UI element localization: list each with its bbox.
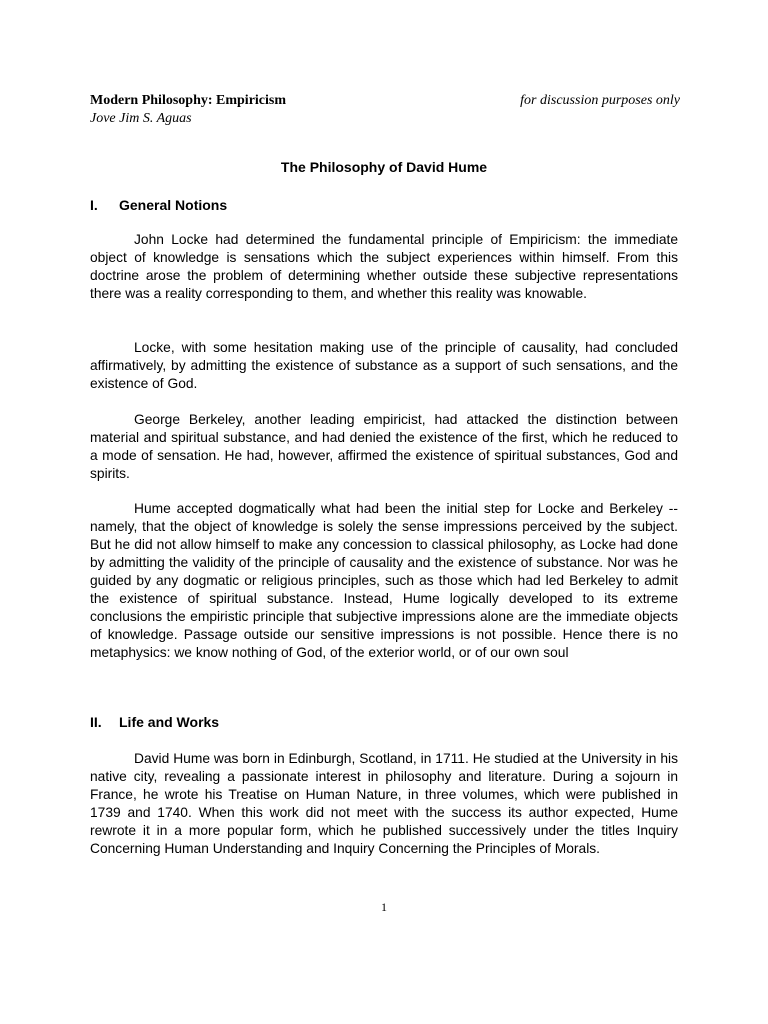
author-name: Jove Jim S. Aguas: [90, 111, 192, 126]
section-number: II.: [90, 714, 102, 730]
paragraph: Hume accepted dogmatically what had been the initial step for Locke and Berkeley -- namely, that the object of knowledge is solely the sense impressions perceived by the subject. But he did not allow himself to make any concession to classical philosophy, as Locke had done by admitting the validity of the principle of causality and the existence of substance. Nor was he guided by any dogmatic or religious principles, such as those which had led Berkeley to admit the existence of spiritual substance. Instead, Hume logically developed to its extreme conclusions the empiristic principle that subjective impressions alone are the immediate objects of knowledge. Passage outside our sensitive impressions is not possible. Hence there is no metaphysics: we know nothing of God, of the exterior world, or of our own soul: [90, 501, 678, 660]
document-header: [90, 92, 680, 128]
paragraph: Locke, with some hesitation making use of the principle of causality, had concluded affirmatively, by admitting the existence of substance as a support of such sensations, and the existence of God.: [90, 340, 678, 391]
paragraph: George Berkeley, another leading empiricist, had attacked the distinction between material and spiritual substance, and had denied the existence of the first, which he reduced to a mode of sensation. He had, however, affirmed the existence of spiritual substances, God and spirits.: [90, 412, 678, 481]
section-heading-general-notions: [90, 197, 227, 213]
section-heading-life-and-works: [90, 714, 219, 730]
document-title: The Philosophy of David Hume: [280, 159, 488, 175]
paragraph: John Locke had determined the fundamental principle of Empiricism: the immediate object of knowledge is sensations which the subject experiences within himself. From this doctrine arose the problem of determining whether outside these subjective representations there was a reality corresponding to them, and whether this reality was knowable.: [90, 232, 678, 301]
section-title: General Notions: [119, 197, 228, 213]
paragraph: David Hume was born in Edinburgh, Scotland, in 1711. He studied at the University in his native city, revealing a passionate interest in philosophy and literature. During a sojourn in France, he wrote his Treatise on Human Nature, in three volumes, which were published in 1739 and 1740. When this work did not meet with the success its author expected, Hume rewrote it in a more popular form, which he published successively under the titles Inquiry Concerning Human Understanding and Inquiry Concerning the Principles of Morals.: [90, 751, 678, 856]
discussion-note: for discussion purposes only: [520, 93, 680, 108]
page-number: 1: [381, 900, 387, 914]
section-title: Life and Works: [119, 714, 220, 730]
section-number: I.: [90, 197, 98, 213]
course-title: Modern Philosophy: Empiricism: [90, 93, 287, 108]
